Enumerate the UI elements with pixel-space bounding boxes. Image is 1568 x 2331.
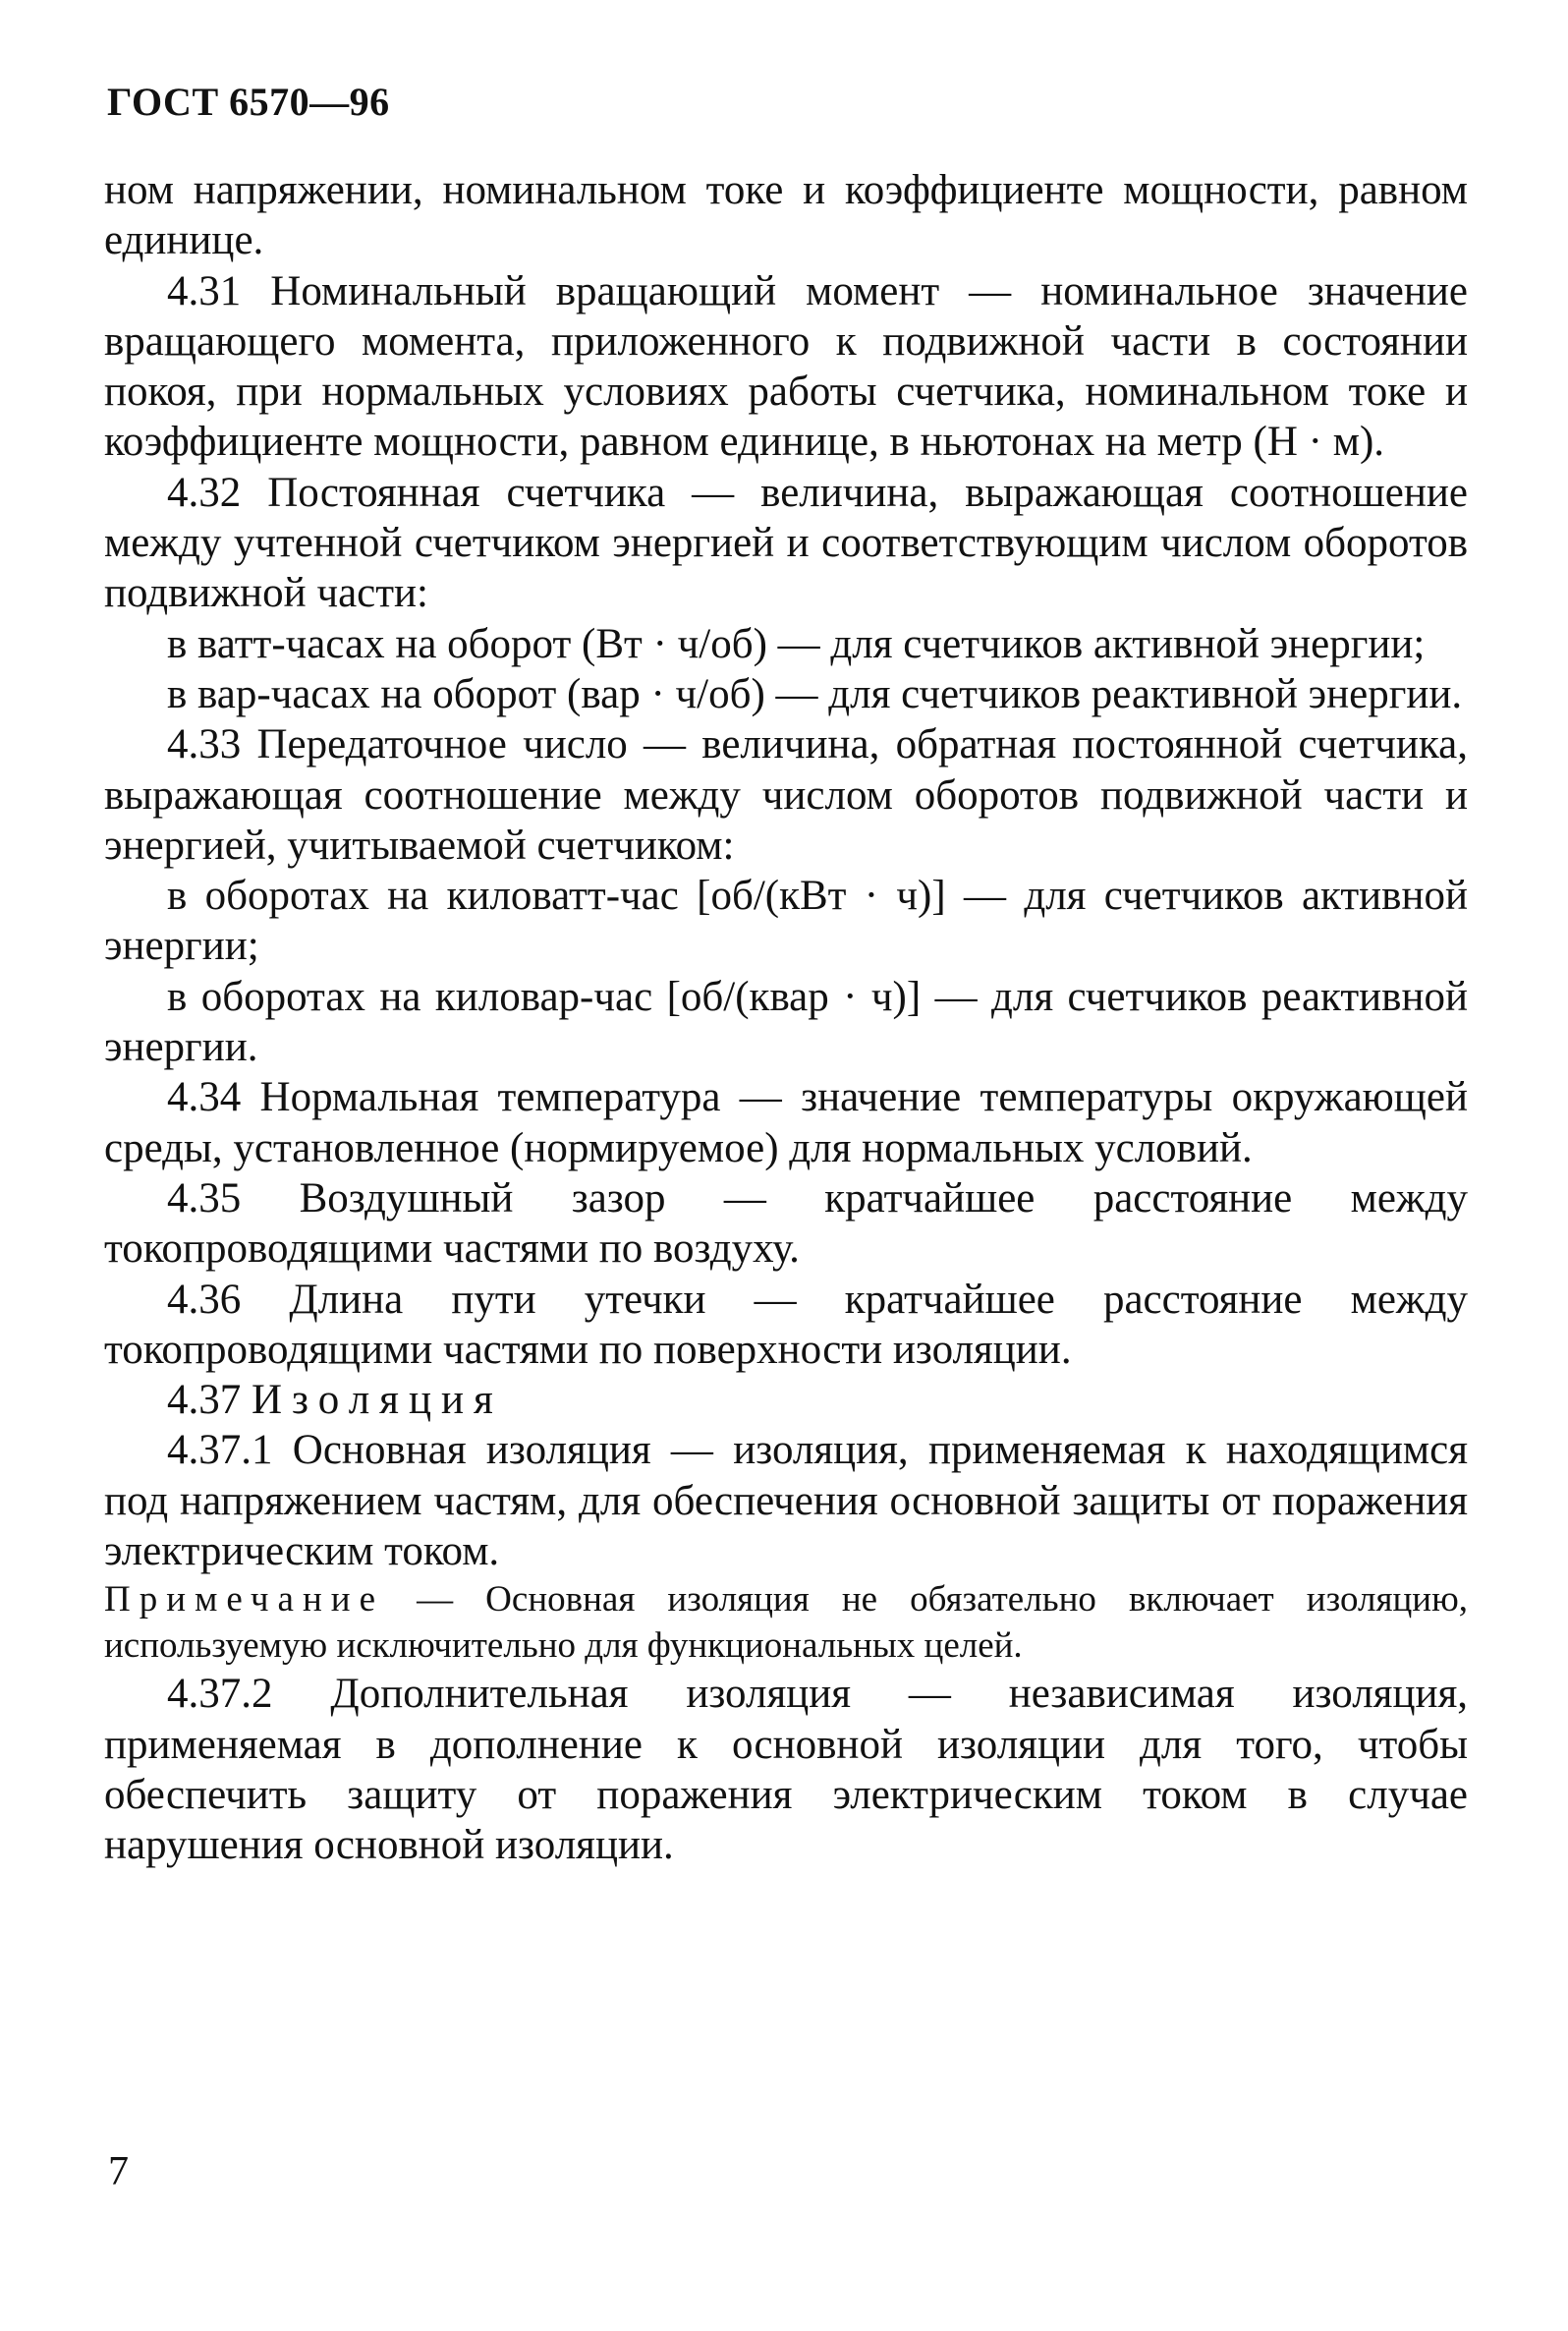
clause-4-32: 4.32 Постоянная счетчика — величина, выражающая соотношение между учтенной счетчиком энергией и соответствующим числом оборотов подвижной части:	[104, 469, 1468, 617]
clause-4-37-1: 4.37.1 Основная изоляция — изоляция, применяемая к находящимся под напряжением частям, для обеспечения основной защиты от поражения электрическим током.	[104, 1427, 1468, 1575]
note-label: Примечание	[104, 1579, 384, 1620]
paragraph-continuation: ном напряжении, номинальном токе и коэффициенте мощности, равном единице.	[104, 167, 1468, 264]
clause-4-33-item-active: в оборотах на киловатт-час [об/(кВт · ч)] — для счетчиков активной энергии;	[104, 873, 1468, 970]
clause-4-32-item-reactive: в вар-часах на оборот (вар · ч/об) — для счетчиков реактивной энергии.	[167, 670, 1463, 717]
clause-4-33-item-reactive: в оборотах на киловар-час [об/(квар · ч)] — для счетчиков реактивной энергии.	[104, 973, 1468, 1071]
note-text: — Основная изоляция не обязательно включает изоляцию, используемую исключительно для функциональных целей.	[104, 1579, 1468, 1667]
clause-4-37-heading	[104, 1375, 1468, 1425]
clause-4-37-2: 4.37.2 Дополнительная изоляция — независимая изоляция, применяемая в дополнение к основной изоляции для того, чтобы обеспечить защиту от поражения электрическим током в случае нарушения основной изоляции.	[104, 1671, 1468, 1869]
clause-4-31: 4.31 Номинальный вращающий момент — номинальное значение вращающего момента, приложенного к подвижной части в состоянии покоя, при нормальных условиях работы счетчика, номинальном токе и коэффициенте мощности, равном единице, в ньютонах на метр (Н · м).	[104, 267, 1468, 466]
document-body	[104, 165, 1468, 1871]
clause-4-34: 4.34 Нормальная температура — значение температуры окружающей среды, установленное (нормируемое) для нормальных условий.	[104, 1074, 1468, 1171]
page-number: 7	[108, 2149, 129, 2194]
document-header: ГОСТ 6570—96	[107, 80, 390, 124]
clause-4-37-title: Изоляция	[252, 1377, 503, 1424]
clause-4-33: 4.33 Передаточное число — величина, обратная постоянной счетчика, выражающая соотношение между числом оборотов подвижной части и энергией, учитываемой счетчиком:	[104, 721, 1468, 869]
clause-4-37-number: 4.37	[167, 1377, 242, 1424]
clause-4-36: 4.36 Длина пути утечки — кратчайшее расстояние между токопроводящими частями по поверхности изоляции.	[104, 1276, 1468, 1373]
clause-4-32-item-active: в ватт-часах на оборот (Вт · ч/об) — для счетчиков активной энергии;	[167, 620, 1426, 667]
clause-4-35: 4.35 Воздушный зазор — кратчайшее расстояние между токопроводящими частями по воздуху.	[104, 1174, 1468, 1273]
note	[104, 1576, 1468, 1669]
